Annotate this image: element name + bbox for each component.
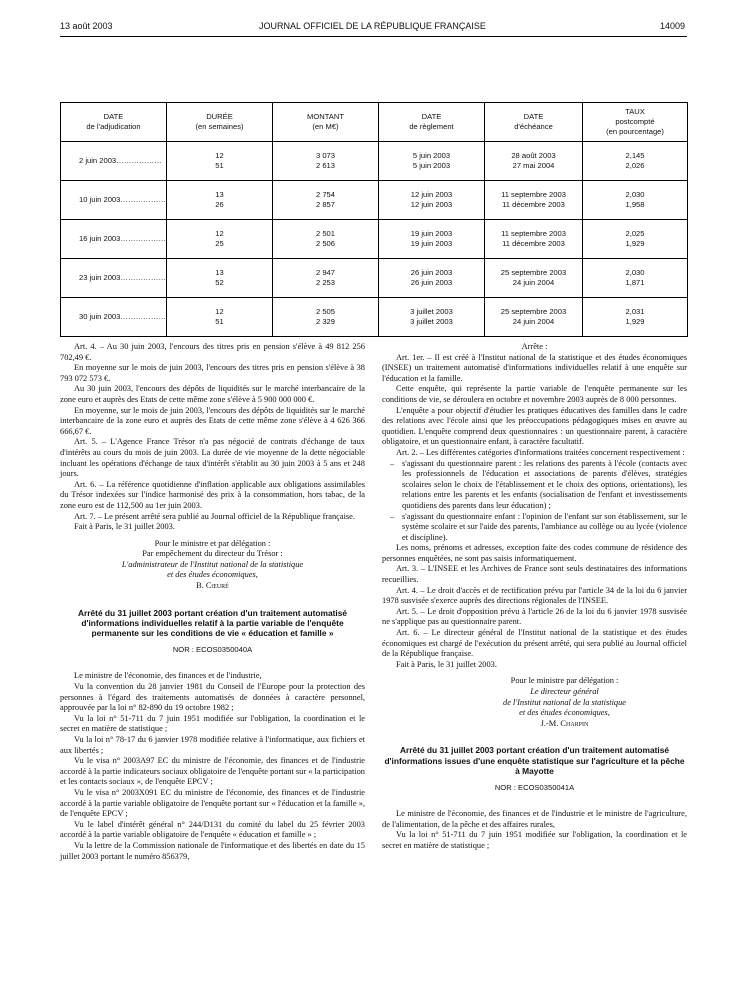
article-1: Art. 1er. – Il est créé à l'Institut national de la statistique et des études économiques (INSEE) un traitement automatisé d'informations individuelles relatif à une enquête sur l'éducation et la famille. [382, 352, 687, 383]
article-4: Art. 4. – Le droit d'accès et de rectification prévu par l'article 34 de la loi du 6 janvier 1978 susvisée s'exerce auprès des directions régionales de l'INSEE. [382, 585, 687, 606]
signature-line: Pour le ministre et par délégation : [154, 538, 271, 548]
header-rule [60, 36, 687, 37]
paragraph: Au 30 juin 2003, l'encours des dépôts de liquidités sur le marché interbancaire de la zone euro et auprès des Etats de cette même zone s'élève à 5 900 000 000 €. [60, 384, 365, 404]
table-cell-echeance: 28 août 2003 27 mai 2004 [485, 142, 583, 181]
signature-title: L'administrateur de l'Institut national de la statistique [121, 559, 304, 569]
table-header-row [61, 103, 688, 142]
signatory-name: B. Cœuré [196, 581, 229, 591]
information-categories-list [382, 459, 687, 544]
col-header-montant: MONTANT (en M€) [273, 103, 379, 142]
nor-reference: NOR : ECOS0350041A [494, 782, 575, 792]
signature-title: Le directeur général [530, 687, 599, 696]
signature-line: Par empêchement du directeur du Trésor : [142, 549, 283, 559]
table-cell-date: 10 juin 2003……………… [61, 181, 167, 220]
table-cell-montants: 2 754 2 857 [273, 181, 379, 220]
vu-clause: Vu le visa n° 2003X091 EC du ministre de l'économie, des finances et de l'industrie accordé à la partie variable obligatoire de l'enquête portant sur « l'éducation et la famille », de l'enquête EPCV ; [60, 788, 365, 819]
article-6: Art. 6. – La référence quotidienne d'inflation applicable aux obligations assimilables du Trésor indexées sur l'indice harmonisé des prix à la consommation, hors tabac, de la zone euro est de 112,500 au 1er juin 2003. [60, 479, 365, 510]
vu-clause: Vu le visa n° 2003A97 EC du ministre de l'économie, des finances et de l'industrie accordé à la partie indicateurs sociaux obligatoire de l'enquête portant sur « la participation et les contacts sociaux », de l'enquête EPCV ; [60, 756, 365, 787]
table-cell-durees: 13 52 [167, 259, 273, 298]
table-row [61, 259, 688, 298]
article-5: Art. 5. – Le droit d'opposition prévu à l'article 26 de la loi du 6 janvier 1978 susvisée ne s'applique pas au questionnaire parent. [382, 606, 687, 627]
paragraph: En moyenne sur le mois de juin 2003, l'encours des titres pris en pension s'élève à 38 793 072 573 €. [60, 363, 365, 383]
page-header [60, 21, 685, 35]
right-column [382, 342, 687, 852]
header-date: 13 août 2003 [60, 21, 113, 31]
table-cell-durees: 12 25 [167, 220, 273, 259]
table-cell-taux: 2,025 1,929 [583, 220, 688, 259]
table-row [61, 181, 688, 220]
col-header-date-adjudication: DATE de l'adjudication [61, 103, 167, 142]
paragraph: En moyenne, sur le mois de juin 2003, l'encours des dépôts de liquidités sur le marché interbancaire de la zone euro et auprès des Etats de cette même zone s'élève à 4 626 366 666,67 €. [60, 405, 365, 436]
signature-title: et des études économiques, [519, 708, 610, 718]
table-cell-montants: 2 505 2 329 [273, 298, 379, 337]
table-cell-montants: 2 947 2 253 [273, 259, 379, 298]
table-cell-reglement: 26 juin 2003 26 juin 2003 [379, 259, 485, 298]
table-cell-durees: 13 26 [167, 181, 273, 220]
table-row [61, 298, 688, 337]
article-6: Art. 6. – Le directeur général de l'Institut national de la statistique et des études économiques est chargé de l'exécution du présent arrêté, qui sera publié au Journal officiel de la République française. [382, 628, 687, 659]
table-cell-echeance: 25 septembre 2003 24 juin 2004 [485, 259, 583, 298]
article-7: Art. 7. – Le présent arrêté sera publié au Journal officiel de la République française. [74, 511, 355, 521]
signature-title: de l'Institut national de la statistique [503, 697, 626, 707]
table-cell-date: 16 juin 2003……………… [61, 220, 167, 259]
table-cell-durees: 12 51 [167, 142, 273, 181]
table-cell-taux: 2,031 1,929 [583, 298, 688, 337]
table-cell-reglement: 12 juin 2003 12 juin 2003 [379, 181, 485, 220]
list-item: – s'agissant du questionnaire parent : les relations des parents à l'école (contacts avec les professionnels de l'éducation et associations de parents d'élèves, stratégies scolaires selon le choix de l'établissement et le choix des options, orientations), les relations entre les parents et les enfants (socialisation de l'enfant et investissements quotidiens des parents dans leur éducation) ; [402, 459, 687, 512]
table-cell-reglement: 5 juin 2003 5 juin 2003 [379, 142, 485, 181]
article-4: Art. 4. – Au 30 juin 2003, l'encours des titres pris en pension s'élève à 49 812 256 702,49 €. [60, 342, 365, 362]
paragraph: Cette enquête, qui représente la partie variable de l'enquête permanente sur les conditions de vie, se déroulera en octobre et novembre 2003 auprès de 8 000 personnes. [382, 384, 687, 404]
adjudication-table [60, 102, 688, 337]
vu-clause: Vu la loi n° 51-711 du 7 juin 1951 modifiée sur l'obligation, la coordination et le secret en matière de statistique ; [60, 713, 365, 734]
list-item: – s'agissant du questionnaire enfant : l'opinion de l'enfant sur son établissement, sur le système scolaire et sur l'aide des parents, l'ambiance au collège ou au lycée (violence et discipline). [402, 512, 687, 544]
table-cell-echeance: 11 septembre 2003 11 décembre 2003 [485, 181, 583, 220]
paragraph: Les noms, prénoms et adresses, exception faite des codes commune de résidence des personnes enquêtées, ne sont pas saisis informatiquement. [382, 543, 687, 563]
table-cell-echeance: 11 septembre 2003 11 décembre 2003 [485, 220, 583, 259]
table-cell-date: 30 juin 2003……………… [61, 298, 167, 337]
header-journal-title: JOURNAL OFFICIEL DE LA RÉPUBLIQUE FRANÇAISE [259, 21, 486, 31]
nor-reference: NOR : ECOS0350040A [172, 644, 253, 654]
table-cell-date: 23 juin 2003……………… [61, 259, 167, 298]
decree-title: Arrêté du 31 juillet 2003 portant création d'un traitement automatisé d'informations issues d'une enquête statistique sur l'agriculture et la pêche à Mayotte [384, 745, 685, 777]
signature-title: et des études économiques, [167, 570, 258, 580]
signature-line: Pour le ministre par délégation : [510, 676, 619, 686]
table-cell-montants: 2 501 2 506 [273, 220, 379, 259]
fait-a-paris: Fait à Paris, le 31 juillet 2003. [74, 522, 175, 532]
paragraph: Le ministre de l'économie, des finances et de l'industrie et le ministre de l'agriculture, de l'alimentation, de la pêche et des affaires rurales, [382, 809, 687, 829]
table-cell-montants: 3 073 2 613 [273, 142, 379, 181]
decree-title: Arrêté du 31 juillet 2003 portant création d'un traitement automatisé d'informations individuelles relatif à la partie variable de l'enquête permanente sur les conditions de vie « éducation et famille » [77, 607, 348, 639]
col-header-duree: DURÉE (en semaines) [167, 103, 273, 142]
table-cell-durees: 12 51 [167, 298, 273, 337]
vu-clause: Vu la loi n° 51-711 du 7 juin 1951 modifiée sur l'obligation, la coordination et le secret en matière de statistique ; [382, 830, 687, 850]
col-header-date-reglement: DATE de règlement [379, 103, 485, 142]
table-cell-taux: 2,145 2,026 [583, 142, 688, 181]
table-cell-echeance: 25 septembre 2003 24 juin 2004 [485, 298, 583, 337]
table-cell-date: 2 juin 2003……………… [61, 142, 167, 181]
article-3: Art. 3. – L'INSEE et les Archives de France sont seuls destinataires des informations recueillies. [382, 564, 687, 585]
vu-clause: Vu la loi n° 78-17 du 6 janvier 1978 modifiée relative à l'informatique, aux fichiers et aux libertés ; [60, 735, 365, 755]
table-cell-taux: 2,030 1,958 [583, 181, 688, 220]
fait-a-paris: Fait à Paris, le 31 juillet 2003. [396, 659, 497, 669]
vu-clause: Vu la convention du 28 janvier 1981 du Conseil de l'Europe pour la protection des personnes à l'égard des traitements automatisés de données à caractère personnel, approuvée par la loi n° 82-890 du 19 octobre 1982 ; [60, 682, 365, 713]
table-cell-reglement: 3 juillet 2003 3 juillet 2003 [379, 298, 485, 337]
arrete-heading: Arrête : [521, 342, 548, 351]
col-header-taux: TAUX postcompté (en pourcentage) [583, 103, 688, 142]
table-row [61, 220, 688, 259]
paragraph: L'enquête a pour objectif d'étudier les pratiques éducatives des familles dans le cadre des relations avec l'école ainsi que les préoccupations pédagogiques mises en œuvre au quotidien. L'enquête comprend deux questionnaires : un questionnaire parent, à caractère obligatoire, et un questionnaire enfant, à caractère facultatif. [382, 405, 687, 447]
vu-clause: Vu la lettre de la Commission nationale de l'informatique et des libertés en date du 15 juillet 2003 portant le numéro 856379, [60, 840, 365, 861]
table-cell-reglement: 19 juin 2003 19 juin 2003 [379, 220, 485, 259]
table-row [61, 142, 688, 181]
header-page-number: 14009 [659, 21, 685, 31]
table-cell-taux: 2,030 1,871 [583, 259, 688, 298]
article-5: Art. 5. – L'Agence France Trésor n'a pas négocié de contrats d'échange de taux d'intérêts au cours du mois de juin 2003. La durée de vie moyenne de la dette négociable incluant les opérations d'échange de taux d'intérêt s'établit au 30 juin 2003 à 5 ans et 248 jours. [60, 437, 365, 479]
left-column [60, 342, 365, 862]
signatory-name: J.-M. Charpin [540, 718, 589, 728]
article-2: Art. 2. – Les différentes catégories d'informations traitées concernent respectivement : [396, 447, 685, 457]
vu-clause: Vu le label d'intérêt général n° 244/D131 du comité du label du 25 février 2003 accordé à la partie variable obligatoire de l'enquête « éducation et famille » ; [60, 819, 365, 840]
paragraph: Le ministre de l'économie, des finances et de l'industrie, [74, 671, 262, 681]
col-header-date-echeance: DATE d'échéance [485, 103, 583, 142]
